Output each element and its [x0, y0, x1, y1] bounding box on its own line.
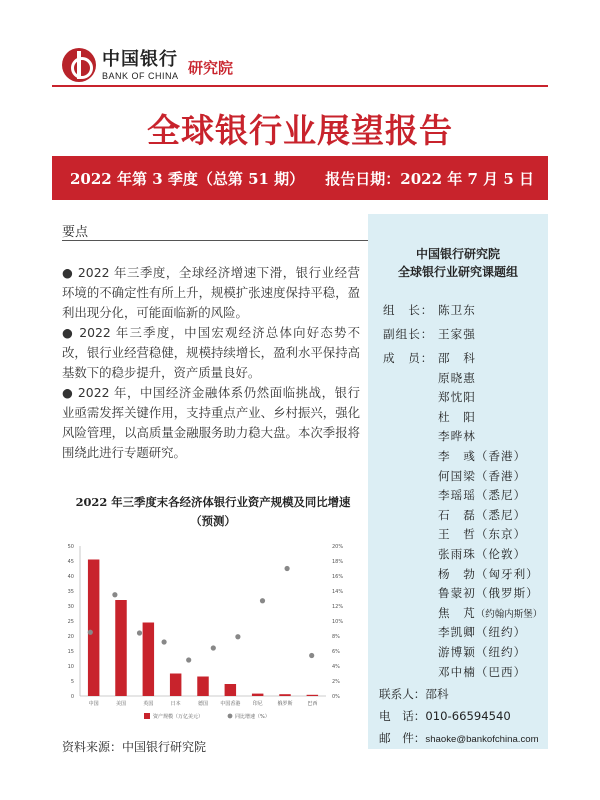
growth-point [112, 592, 117, 597]
y-left-tick-label: 20 [67, 634, 74, 640]
x-tick-label: 英国 [143, 701, 154, 707]
team-member-name: 邵 科 [438, 351, 476, 365]
team-member [438, 566, 539, 582]
chart-source: 资料来源：中国银行研究院 [62, 740, 207, 754]
growth-point [162, 639, 167, 644]
y-left-tick-label: 25 [67, 619, 74, 625]
growth-point [211, 645, 216, 650]
legend-dot-label: 同比增速（%） [235, 714, 270, 720]
team-org: 中国银行研究院 [415, 247, 500, 261]
institute-label: 研究院 [188, 59, 234, 77]
team-member [438, 605, 542, 621]
growth-point [309, 653, 314, 658]
team-member [438, 624, 526, 640]
contact-phone-number: 010-66594540 [425, 709, 511, 723]
y-right-tick-label: 18% [332, 559, 344, 565]
growth-point [186, 657, 191, 662]
team-member [438, 487, 526, 503]
contact-phone-label: 电 话： [379, 709, 426, 723]
key-points-heading: 要点 [62, 225, 89, 240]
key-point-3: ● 2022 年，中国经济金融体系仍然面临挑战，银行业亟需发挥关键作用，支持重点产业、乡村振兴，强化风险管理，以高质量金融服务助力稳大盘。本次季报将围绕此进行专题研究。 [62, 385, 360, 460]
x-tick-label: 美国 [115, 701, 127, 707]
team-member-location: （俄罗斯） [475, 586, 539, 601]
contact-email-label: 邮 件： [379, 731, 426, 745]
team-member [438, 409, 476, 425]
y-right-tick-label: 12% [332, 604, 344, 610]
team-member-location: （伦敦） [475, 547, 527, 561]
team-member-location: （香港） [475, 468, 527, 483]
key-point-2: ● 2022 年三季度，中国宏观经济总体向好态势不改，银行业经营稳健，规模持续增长，盈利水平保持高基数下的稳步提升，资产质量良好。 [62, 325, 360, 380]
team-leader: 陈卫东 [438, 303, 476, 317]
y-right-tick-label: 6% [332, 649, 340, 655]
y-left-tick-label: 50 [67, 544, 74, 550]
y-right-tick-label: 16% [332, 574, 344, 580]
team-member [438, 428, 476, 444]
bar [143, 623, 154, 697]
team-member-name: 李瑶瑶 [438, 488, 476, 503]
growth-point [137, 630, 142, 635]
bar [279, 694, 290, 696]
team-member-name: 李 彧 [438, 449, 476, 463]
issue-period: 2022 年第 3 季度（总第 51 期） [70, 170, 305, 188]
team-member [438, 644, 526, 660]
team-member [438, 448, 526, 464]
bar [307, 695, 318, 696]
team-member-location: （香港） [475, 449, 527, 463]
bar [170, 674, 181, 697]
team-member-location: （约翰内斯堡） [475, 608, 543, 620]
y-right-tick-label: 2% [332, 679, 340, 685]
y-left-tick-label: 45 [67, 559, 74, 565]
contact-email [379, 730, 539, 746]
members-label: 成 员： [383, 351, 434, 365]
contact-person [379, 686, 449, 702]
legend-bar-label: 资产规模（万亿美元） [153, 714, 204, 720]
x-tick-label: 中国香港 [220, 701, 241, 707]
legend-bar-swatch [144, 713, 150, 719]
y-right-tick-label: 14% [332, 589, 344, 595]
team-member-location: （纽约） [475, 625, 527, 640]
team-deputy: 王家强 [438, 327, 476, 341]
team-member-location: （悉尼） [475, 488, 527, 503]
bank-of-china-logo [62, 48, 179, 82]
contact-person-label: 联系人： [379, 687, 426, 701]
chart-title [58, 493, 368, 531]
team-member-name: 邓中楠 [438, 664, 476, 679]
team-member-name: 石 磊 [438, 507, 476, 522]
y-left-tick-label: 5 [70, 679, 74, 685]
y-left-tick-label: 40 [67, 574, 74, 580]
team-member-location: （巴西） [475, 664, 527, 679]
team-member [438, 526, 526, 542]
x-tick-label: 日本 [170, 701, 181, 707]
team-member-name: 杜 阳 [438, 409, 476, 424]
leader-label: 组 长： [383, 303, 434, 317]
contact-person-name: 邵科 [425, 687, 449, 701]
y-right-tick-label: 10% [332, 619, 344, 625]
team-member-location: （悉尼） [475, 507, 527, 522]
y-right-tick-label: 8% [332, 634, 340, 640]
team-member [438, 389, 476, 405]
growth-point [260, 598, 265, 603]
deputy-label: 副组长： [383, 327, 434, 341]
team-member [438, 585, 539, 601]
y-right-tick-label: 4% [332, 664, 340, 670]
team-member [438, 350, 476, 366]
chart-title-line-2: （预测） [190, 514, 236, 528]
key-point-1: ● 2022 年三季度，全球经济增速下滑，银行业经营环境的不确定性有所上升，规模扩张速度保持平稳，盈利出现分化，可能面临新的风险。 [62, 265, 360, 320]
x-tick-label: 俄罗斯 [277, 701, 293, 707]
y-left-tick-label: 10 [67, 664, 74, 670]
team-member [438, 546, 526, 562]
team-member [438, 468, 526, 484]
bar [197, 677, 208, 697]
growth-point [285, 566, 290, 571]
team-member-name: 李晔林 [438, 429, 476, 444]
team-member [438, 507, 526, 523]
bar [252, 694, 263, 696]
team-member-location: （纽约） [475, 645, 527, 659]
team-member-name: 王 哲 [438, 527, 476, 542]
report-date: 报告日期：2022 年 7 月 5 日 [325, 170, 534, 188]
bar [88, 560, 99, 697]
team-member-name: 郑忱阳 [438, 390, 476, 405]
team-member-name: 何国梁 [438, 468, 476, 483]
team-member [438, 664, 526, 680]
logo-english-name: BANK OF CHINA [102, 70, 179, 81]
team-member-name: 张雨珠 [438, 547, 476, 561]
bar [225, 684, 236, 696]
team-member-name: 原晓惠 [438, 370, 476, 385]
y-left-tick-label: 0 [70, 694, 74, 700]
y-right-tick-label: 0% [332, 694, 340, 700]
bank-of-china-emblem-icon [62, 48, 96, 82]
team-member-location: （匈牙利） [475, 566, 539, 581]
y-left-tick-label: 15 [67, 649, 74, 655]
team-group: 全球银行业研究课题组 [397, 265, 518, 279]
legend-dot-swatch [228, 714, 233, 719]
x-tick-label: 中国 [88, 701, 99, 707]
team-member-name: 游博颖 [438, 645, 476, 659]
asset-growth-chart [58, 538, 368, 730]
x-tick-label: 德国 [197, 701, 209, 707]
team-member-name: 鲁蒙初 [438, 586, 476, 601]
chart-title-line-1: 2022 年三季度末各经济体银行业资产规模及同比增速 [75, 495, 351, 509]
logo-chinese-name: 中国银行 [102, 48, 178, 70]
team-member-name: 杨 勃 [438, 566, 476, 581]
report-title: 全球银行业展望报告 [147, 111, 453, 150]
team-member-name: 焦 芃 [438, 605, 476, 620]
team-member-location: （东京） [475, 527, 527, 542]
header-divider [52, 85, 548, 87]
key-points-divider [62, 240, 368, 241]
x-tick-label: 印尼 [252, 701, 263, 707]
y-left-tick-label: 30 [67, 604, 74, 610]
team-member-name: 李凯卿 [438, 625, 476, 640]
y-right-tick-label: 20% [332, 544, 344, 550]
contact-phone [379, 708, 511, 724]
x-tick-label: 巴西 [307, 701, 318, 707]
growth-point [88, 630, 93, 635]
team-member [438, 370, 476, 386]
y-left-tick-label: 35 [67, 589, 74, 595]
bar [115, 600, 126, 696]
contact-email-address[interactable]: shaoke@bankofchina.com [425, 734, 539, 745]
growth-point [235, 634, 240, 639]
